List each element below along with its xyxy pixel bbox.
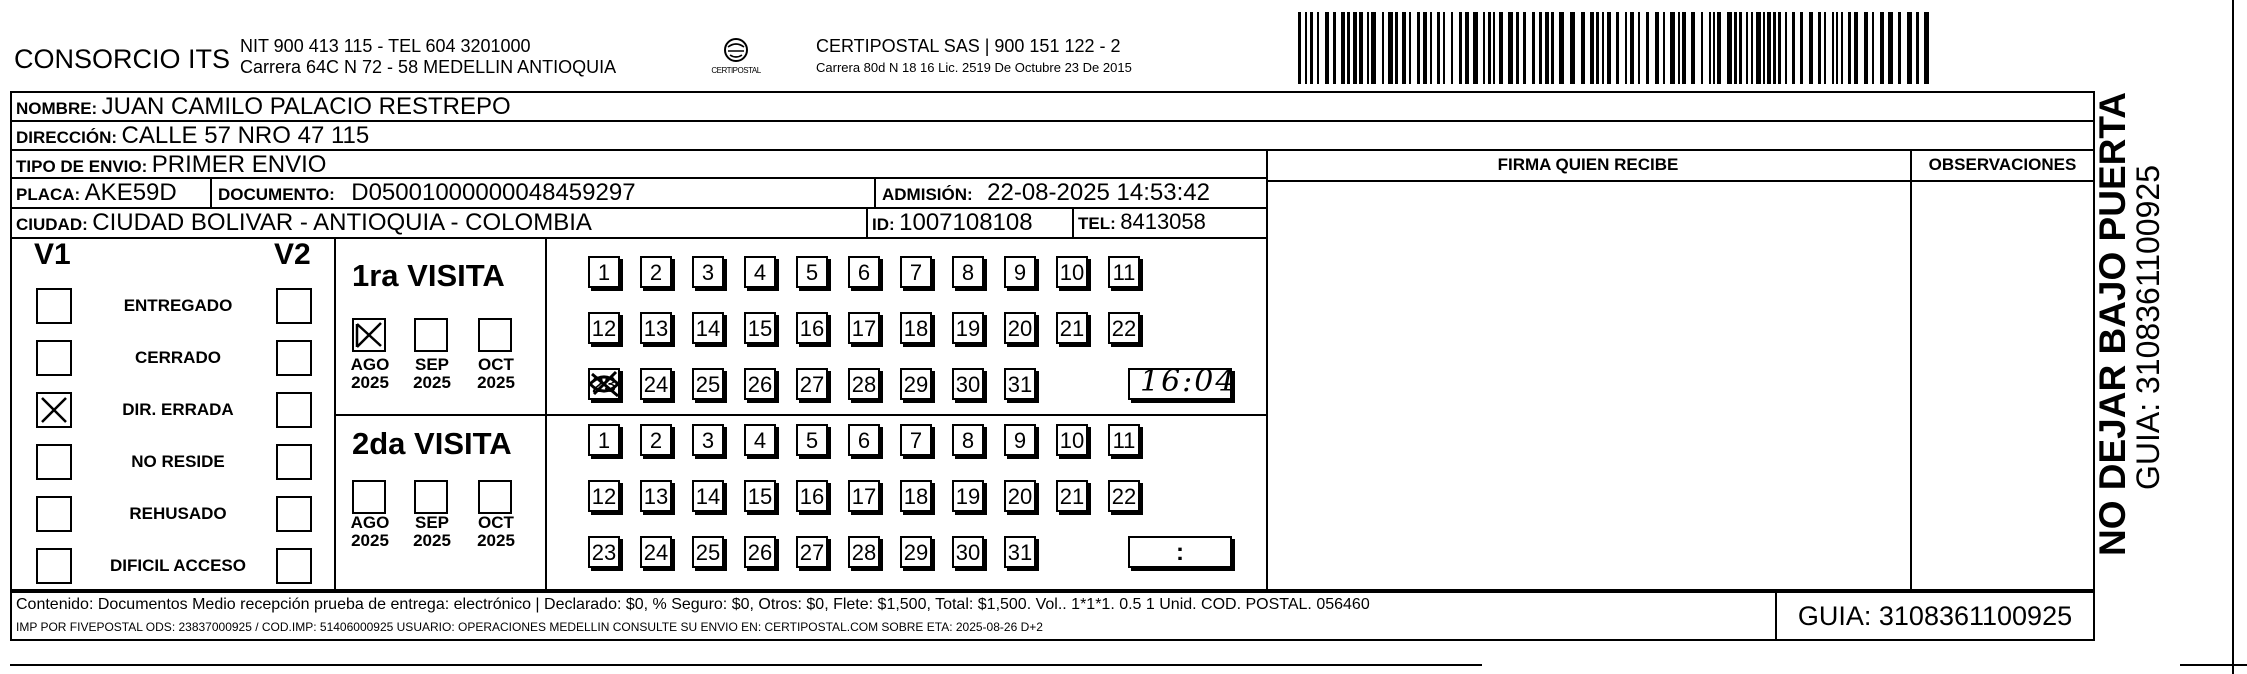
- company-address: Carrera 64C N 72 - 58 MEDELLIN ANTIOQUIA: [240, 57, 617, 77]
- day-box[interactable]: 20: [1004, 312, 1036, 344]
- day-box[interactable]: 4: [744, 424, 776, 456]
- day-box[interactable]: 1: [588, 256, 620, 288]
- month-name: AGO: [350, 355, 390, 374]
- month-year: 2025: [351, 531, 389, 550]
- footer-guia: GUIA: 3108361100925: [1797, 601, 2073, 631]
- visit2-time-placeholder: :: [1176, 539, 1184, 566]
- day-box[interactable]: 8: [952, 424, 984, 456]
- ciudad-label: CIUDAD:: [16, 215, 88, 234]
- id-label: ID:: [872, 215, 895, 234]
- day-box[interactable]: 19: [952, 480, 984, 512]
- status-label: CERRADO: [135, 348, 221, 367]
- day-box[interactable]: 16: [796, 312, 828, 344]
- day-box[interactable]: 31: [1004, 368, 1036, 400]
- tipo-value: PRIMER ENVIO: [151, 151, 327, 178]
- direccion-label: DIRECCIÓN:: [16, 128, 118, 147]
- month-label: [340, 356, 400, 392]
- day-box[interactable]: 31: [1004, 536, 1036, 568]
- day-box[interactable]: 2: [640, 256, 672, 288]
- month-year: 2025: [477, 373, 515, 392]
- day-box[interactable]: 10: [1056, 424, 1088, 456]
- day-box[interactable]: 12: [588, 480, 620, 512]
- carrier-address: Carrera 80d N 18 16 Lic. 2519 De Octubre 23 De 2015: [816, 60, 1132, 75]
- month-checkbox[interactable]: [352, 480, 386, 514]
- day-box[interactable]: 1: [588, 424, 620, 456]
- month-checkbox[interactable]: [414, 318, 448, 352]
- day-box[interactable]: 11: [1108, 256, 1140, 288]
- nombre-label: NOMBRE:: [16, 99, 98, 118]
- admision-row: [882, 179, 1210, 207]
- day-box[interactable]: 4: [744, 256, 776, 288]
- tel-row: [1078, 209, 1206, 235]
- status-label: NO RESIDE: [131, 452, 225, 471]
- day-box[interactable]: 30: [952, 536, 984, 568]
- day-box[interactable]: 15: [744, 312, 776, 344]
- footer-imp-line: IMP POR FIVEPOSTAL ODS: 23837000925 / COD.IMP: 51406000925 USUARIO: OPERACIONES MEDELLIN CONSULTE SU ENVIO EN: CERTIPOSTAL.COM SOBRE ETA: 2025-08-26 D+2: [16, 620, 1043, 634]
- month-name: SEP: [414, 355, 450, 374]
- month-label: [466, 514, 526, 550]
- admision-label: ADMISIÓN:: [882, 185, 973, 204]
- day-box[interactable]: 20: [1004, 480, 1036, 512]
- tipo-row: [16, 151, 326, 179]
- v1-checkbox[interactable]: [36, 392, 72, 428]
- day-box[interactable]: 26: [744, 368, 776, 400]
- month-name: AGO: [350, 513, 390, 532]
- documento-label: DOCUMENTO:: [218, 185, 335, 204]
- day-box[interactable]: 29: [900, 368, 932, 400]
- month-checkbox[interactable]: [414, 480, 448, 514]
- day-box[interactable]: 6: [848, 256, 880, 288]
- v2-checkbox[interactable]: [276, 392, 312, 428]
- month-year: 2025: [413, 373, 451, 392]
- day-box[interactable]: 23: [588, 368, 620, 400]
- day-box[interactable]: 17: [848, 312, 880, 344]
- company-nit: NIT 900 413 115 - TEL 604 3201000: [240, 36, 531, 56]
- day-box[interactable]: 26: [744, 536, 776, 568]
- carrier-name: CERTIPOSTAL SAS | 900 151 122 - 2: [816, 36, 1121, 56]
- day-box[interactable]: 3: [692, 256, 724, 288]
- visit2-time-box[interactable]: [1128, 536, 1232, 568]
- day-box[interactable]: 25: [692, 368, 724, 400]
- certipostal-logo: [706, 36, 766, 86]
- tel-label: TEL:: [1078, 214, 1116, 233]
- day-box[interactable]: 24: [640, 536, 672, 568]
- day-box[interactable]: 18: [900, 312, 932, 344]
- documento-value: D05001000000048459297: [351, 179, 636, 206]
- admision-value: 22-08-2025 14:53:42: [987, 179, 1210, 206]
- day-box[interactable]: 5: [796, 424, 828, 456]
- day-box[interactable]: 8: [952, 256, 984, 288]
- day-box[interactable]: 30: [952, 368, 984, 400]
- day-box[interactable]: 25: [692, 536, 724, 568]
- day-box[interactable]: 13: [640, 480, 672, 512]
- documento-row: [218, 179, 636, 207]
- month-year: 2025: [413, 531, 451, 550]
- day-box[interactable]: 24: [640, 368, 672, 400]
- v2-checkbox[interactable]: [276, 340, 312, 376]
- ciudad-row: [16, 209, 592, 237]
- day-box[interactable]: 12: [588, 312, 620, 344]
- day-box[interactable]: 5: [796, 256, 828, 288]
- day-box[interactable]: 29: [900, 536, 932, 568]
- day-box[interactable]: 28: [848, 368, 880, 400]
- barcode: [1298, 12, 1938, 84]
- day-box[interactable]: 17: [848, 480, 880, 512]
- tel-value: 8413058: [1120, 209, 1206, 234]
- placa-value: AKE59D: [84, 179, 177, 206]
- v1-checkbox[interactable]: [36, 340, 72, 376]
- day-box[interactable]: 21: [1056, 480, 1088, 512]
- nombre-value: JUAN CAMILO PALACIO RESTREPO: [101, 93, 511, 120]
- v2-checkbox[interactable]: [276, 548, 312, 584]
- v2-label: V2: [274, 238, 311, 271]
- edge-line: [2232, 0, 2234, 674]
- day-box[interactable]: 13: [640, 312, 672, 344]
- status-label: REHUSADO: [129, 504, 227, 523]
- day-box[interactable]: 21: [1056, 312, 1088, 344]
- id-row: [872, 209, 1033, 237]
- month-label: [402, 514, 462, 550]
- day-box[interactable]: 6: [848, 424, 880, 456]
- day-box[interactable]: 22: [1108, 480, 1140, 512]
- direccion-value: CALLE 57 NRO 47 115: [121, 122, 370, 149]
- v2-checkbox[interactable]: [276, 444, 312, 480]
- company-name: CONSORCIO ITS: [14, 44, 231, 74]
- month-year: 2025: [351, 373, 389, 392]
- month-checkbox[interactable]: [478, 318, 512, 352]
- x-mark-icon: [354, 320, 384, 350]
- visit1-time-box[interactable]: [1128, 364, 1237, 400]
- cut-line: [10, 664, 1482, 666]
- direccion-row: [16, 122, 369, 150]
- day-box[interactable]: 28: [848, 536, 880, 568]
- month-checkbox[interactable]: [352, 318, 386, 352]
- footer-contenido: Contenido: Documentos Medio recepción prueba de entrega: electrónico | Declarado: $0, % Seguro: $0, Otros: $0, Flete: $1,500, Total: $1,500. Vol.. 1*1*1. 0.5 1 Unid. COD. POSTAL. 056460: [16, 596, 1370, 613]
- day-box[interactable]: 7: [900, 424, 932, 456]
- month-checkbox[interactable]: [478, 480, 512, 514]
- nombre-row: [16, 93, 511, 121]
- month-label: [340, 514, 400, 550]
- visit1-handwritten-time: 16:04: [1140, 364, 1237, 399]
- month-year: 2025: [477, 531, 515, 550]
- month-name: SEP: [414, 513, 450, 532]
- tipo-label: TIPO DE ENVIO:: [16, 157, 148, 176]
- day-box[interactable]: 14: [692, 480, 724, 512]
- scribble-mark: [588, 368, 622, 407]
- visit1-title: 1ra VISITA: [352, 258, 505, 293]
- side-warning: NO DEJAR BAJO PUERTA: [2092, 92, 2133, 556]
- day-box[interactable]: 23: [588, 536, 620, 568]
- cut-line-right: [2180, 664, 2247, 666]
- month-label: [466, 356, 526, 392]
- v2-checkbox[interactable]: [276, 496, 312, 532]
- status-label: DIFICIL ACCESO: [109, 556, 246, 575]
- logo-text: CERTIPOSTAL: [711, 66, 761, 75]
- month-label: [402, 356, 462, 392]
- day-box[interactable]: 14: [692, 312, 724, 344]
- v2-checkbox[interactable]: [276, 288, 312, 324]
- day-box[interactable]: 19: [952, 312, 984, 344]
- v1-label: V1: [34, 238, 71, 271]
- day-box[interactable]: 3: [692, 424, 724, 456]
- day-box[interactable]: 9: [1004, 256, 1036, 288]
- id-value: 1007108108: [899, 209, 1033, 236]
- placa-row: [16, 179, 177, 207]
- day-box[interactable]: 2: [640, 424, 672, 456]
- v1-checkbox[interactable]: [36, 444, 72, 480]
- signature-area[interactable]: [1268, 182, 1908, 590]
- day-box[interactable]: 11: [1108, 424, 1140, 456]
- observaciones-area[interactable]: [1912, 182, 2093, 590]
- month-name: OCT: [478, 513, 514, 532]
- day-box[interactable]: 7: [900, 256, 932, 288]
- status-label: ENTREGADO: [123, 296, 233, 315]
- day-box[interactable]: 18: [900, 480, 932, 512]
- month-name: OCT: [478, 355, 514, 374]
- observaciones-header: OBSERVACIONES: [1928, 155, 2077, 174]
- v1-checkbox[interactable]: [36, 548, 72, 584]
- day-box[interactable]: 10: [1056, 256, 1088, 288]
- v1-checkbox[interactable]: [36, 288, 72, 324]
- day-box[interactable]: 27: [796, 368, 828, 400]
- day-box[interactable]: 22: [1108, 312, 1140, 344]
- day-box[interactable]: 15: [744, 480, 776, 512]
- placa-label: PLACA:: [16, 185, 81, 204]
- ciudad-value: CIUDAD BOLIVAR - ANTIOQUIA - COLOMBIA: [92, 209, 592, 236]
- day-box[interactable]: 27: [796, 536, 828, 568]
- side-guia: GUIA: 3108361100925: [2130, 165, 2166, 490]
- v1-checkbox[interactable]: [36, 496, 72, 532]
- day-box[interactable]: 9: [1004, 424, 1036, 456]
- firma-header: FIRMA QUIEN RECIBE: [1497, 155, 1679, 174]
- status-label: DIR. ERRADA: [122, 400, 234, 419]
- x-mark-icon: [38, 394, 70, 426]
- day-box[interactable]: 16: [796, 480, 828, 512]
- visit2-title: 2da VISITA: [352, 426, 512, 461]
